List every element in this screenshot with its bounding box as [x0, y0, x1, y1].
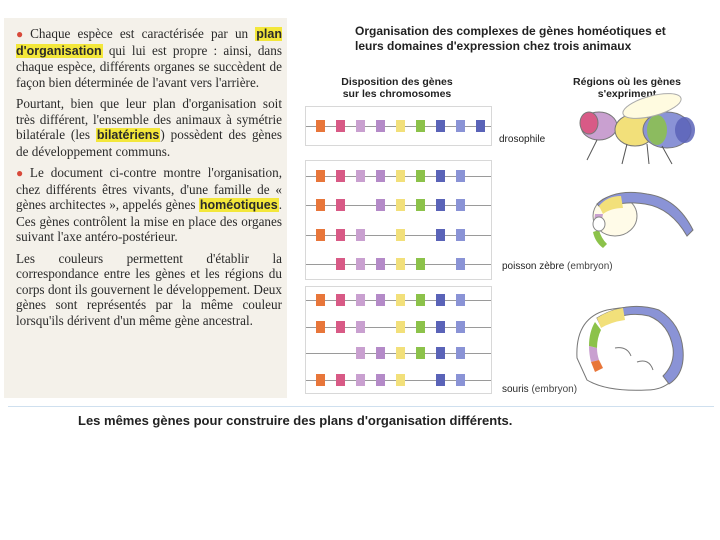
- zebrafish-embryo-illustration: [593, 192, 693, 248]
- animal-subtitle: (embryon): [567, 261, 613, 272]
- mouse-embryo-illustration: [577, 306, 683, 390]
- highlighted-term: homéotiques: [199, 198, 278, 212]
- bullet-icon: ●: [16, 166, 27, 180]
- highlighted-term: bilatériens: [96, 128, 160, 142]
- animal-name: poisson zèbre: [502, 261, 565, 272]
- text-run: Les couleurs permettent d'établir la correspondance entre les gènes et les régions du corps dont ils gouvernent le développement. Deux gènes sont représentés par la même couleur lorsqu'ils dérivent d'un même gène ancestral.: [16, 250, 282, 328]
- caption-tab: [14, 410, 66, 436]
- animal-illustrations: [297, 18, 707, 398]
- text-run: Pourtant, bien que leur plan d'organisation soit très différent, l'ensemble des animaux à symétrie bilatérale (les: [16, 96, 282, 142]
- column-header-chromosomes: Disposition des gènes sur les chromosomes: [341, 76, 453, 100]
- text-column: [4, 18, 287, 398]
- paragraph: [16, 165, 282, 245]
- text-run: . Ces gènes contrôlent la mise en place des organes suivant l'axe antéro-postérieur.: [16, 197, 282, 244]
- animal-subtitle: (embryon): [531, 384, 578, 395]
- animal-name: drosophile: [499, 134, 546, 145]
- paragraph: [16, 251, 282, 329]
- text-run: Le document ci-contre montre l'organisation, chez différents êtres vivants, d'une famille de « gènes architectes », appelés gènes: [16, 165, 283, 212]
- figure-panel: [297, 18, 707, 398]
- animal-name: souris: [502, 384, 529, 395]
- highlighted-term: plan d'organisation: [16, 27, 282, 58]
- text-run: ) possèdent des gènes de développement communs.: [16, 127, 282, 159]
- drosophila-illustration: [580, 89, 695, 164]
- text-run: qui lui est propre : ainsi, dans chaque espèce, différents organes se succèdent de façon bien déterminée de l'avant vers l'arrière.: [16, 42, 282, 90]
- paragraph: [16, 26, 282, 90]
- column-header-expression: Régions où les gènes s'expriment: [573, 76, 681, 100]
- caption-text: Les mêmes gènes pour construire des plans d'organisation différents.: [78, 413, 513, 428]
- paragraph: [16, 96, 282, 159]
- figure-caption: [4, 404, 710, 446]
- text-run: Chaque espèce est caractérisée par un: [30, 26, 256, 41]
- bullet-icon: ●: [16, 27, 28, 41]
- body-text: [16, 26, 282, 330]
- figure-title: Organisation des complexes de gènes homéotiques et leurs domaines d'expression chez trois animaux: [355, 24, 666, 53]
- caption-divider: [8, 406, 714, 407]
